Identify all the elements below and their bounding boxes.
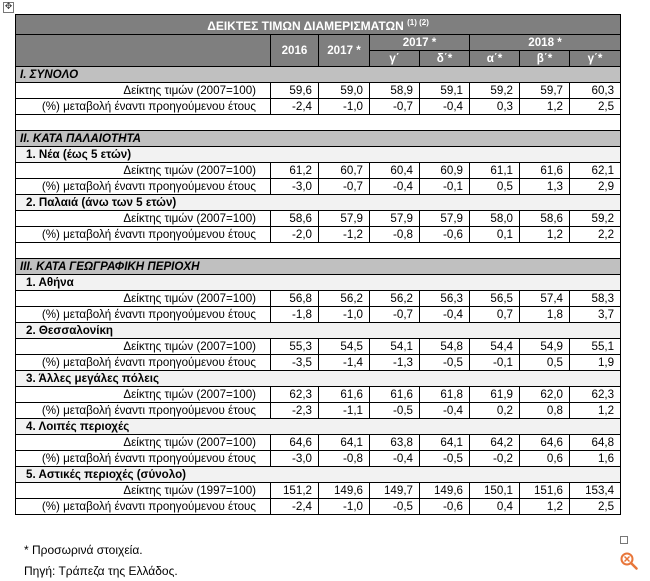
header-quarter: γ΄* — [570, 51, 621, 67]
table-resize-handle-icon[interactable] — [620, 536, 628, 544]
row-label: Δείκτης τιμών (2007=100) — [16, 339, 271, 355]
value-cell: -1,0 — [319, 499, 370, 515]
table-row — [16, 99, 621, 115]
footnote-provisional: * Προσωρινά στοιχεία. — [24, 543, 143, 557]
subsection-row — [16, 275, 621, 291]
value-cell: -0,6 — [420, 499, 470, 515]
subsection-row — [16, 147, 621, 163]
value-cell: -0,4 — [420, 307, 470, 323]
value-cell: 62,1 — [570, 163, 621, 179]
value-cell: 59,2 — [470, 83, 520, 99]
value-cell: 1,2 — [520, 99, 570, 115]
value-cell: -1,0 — [319, 307, 370, 323]
value-cell: 56,8 — [271, 291, 319, 307]
section-title: II. ΚΑΤΑ ΠΑΛΑΙΟΤΗΤΑ — [16, 131, 621, 147]
value-cell: 0,5 — [520, 355, 570, 371]
value-cell: -0,7 — [319, 179, 370, 195]
value-cell: 61,6 — [520, 163, 570, 179]
value-cell: 61,6 — [319, 387, 370, 403]
value-cell: 54,5 — [319, 339, 370, 355]
title-footnote-refs: (1) (2) — [407, 18, 429, 27]
value-cell: 1,2 — [520, 227, 570, 243]
table-row — [16, 163, 621, 179]
value-cell: -2,3 — [271, 403, 319, 419]
value-cell: 1,2 — [570, 403, 621, 419]
value-cell: -0,1 — [420, 179, 470, 195]
row-label: Δείκτης τιμών (2007=100) — [16, 211, 271, 227]
value-cell: 151,6 — [520, 483, 570, 499]
value-cell: 151,2 — [271, 483, 319, 499]
section-row — [16, 67, 621, 83]
value-cell: -3,0 — [271, 451, 319, 467]
subsection-row — [16, 467, 621, 483]
value-cell: -0,5 — [370, 499, 420, 515]
value-cell: 0,1 — [470, 227, 520, 243]
value-cell: 54,4 — [470, 339, 520, 355]
value-cell: -0,8 — [370, 227, 420, 243]
value-cell: 59,1 — [420, 83, 470, 99]
header-empty-cell — [16, 35, 271, 67]
header-quarter: δ΄* — [420, 51, 470, 67]
row-label: Δείκτης τιμών (2007=100) — [16, 291, 271, 307]
value-cell: 153,4 — [570, 483, 621, 499]
subsection-title: 3. Άλλες μεγάλες πόλεις — [16, 371, 621, 387]
table-row — [16, 291, 621, 307]
section-title: I. ΣΥΝΟΛΟ — [16, 67, 621, 83]
value-cell: 60,3 — [570, 83, 621, 99]
value-cell: 64,1 — [319, 435, 370, 451]
table-row — [16, 435, 621, 451]
value-cell: 0,6 — [520, 451, 570, 467]
value-cell: 64,8 — [570, 435, 621, 451]
value-cell: 62,0 — [520, 387, 570, 403]
row-label: Δείκτης τιμών (2007=100) — [16, 163, 271, 179]
value-cell: 0,3 — [470, 99, 520, 115]
subsection-title: 5. Αστικές περιοχές (σύνολο) — [16, 467, 621, 483]
row-label: Δείκτης τιμών (2007=100) — [16, 435, 271, 451]
value-cell: -1,8 — [271, 307, 319, 323]
table-row — [16, 483, 621, 499]
value-cell: -0,1 — [470, 355, 520, 371]
value-cell: 54,1 — [370, 339, 420, 355]
value-cell: 62,3 — [271, 387, 319, 403]
table-row — [16, 227, 621, 243]
spacer-row — [16, 243, 621, 259]
value-cell: 0,4 — [470, 499, 520, 515]
row-label: Δείκτης τιμών (2007=100) — [16, 387, 271, 403]
value-cell: 2,9 — [570, 179, 621, 195]
subsection-title: 2. Θεσσαλονίκη — [16, 323, 621, 339]
subsection-row — [16, 323, 621, 339]
value-cell: -3,0 — [271, 179, 319, 195]
subsection-row — [16, 371, 621, 387]
value-cell: 58,3 — [570, 291, 621, 307]
header-2016: 2016 — [271, 35, 319, 67]
header-2018-quarters: 2018 * — [470, 35, 621, 51]
value-cell: 0,2 — [470, 403, 520, 419]
value-cell: 64,6 — [520, 435, 570, 451]
header-row-years — [16, 35, 621, 51]
header-2017-quarters: 2017 * — [370, 35, 470, 51]
value-cell: -2,4 — [271, 499, 319, 515]
value-cell: -2,4 — [271, 99, 319, 115]
table-row — [16, 451, 621, 467]
value-cell: -0,4 — [420, 99, 470, 115]
header-quarter: γ΄ — [370, 51, 420, 67]
value-cell: 59,7 — [520, 83, 570, 99]
value-cell: -1,3 — [370, 355, 420, 371]
table-row — [16, 387, 621, 403]
row-label: (%) μεταβολή έναντι προηγούμενου έτους — [16, 179, 271, 195]
value-cell: 61,1 — [470, 163, 520, 179]
table-title: ΔΕΙΚΤΕΣ ΤΙΜΩΝ ΔΙΑΜΕΡΙΣΜΑΤΩΝ $^{(1) (2)}$ — [16, 15, 621, 35]
spacer-cell — [16, 243, 621, 259]
spacer-row — [16, 115, 621, 131]
table-row — [16, 307, 621, 323]
row-label: (%) μεταβολή έναντι προηγούμενου έτους — [16, 499, 271, 515]
value-cell: 1,6 — [570, 451, 621, 467]
value-cell: 57,9 — [319, 211, 370, 227]
value-cell: 61,2 — [271, 163, 319, 179]
subsection-title: 1. Αθήνα — [16, 275, 621, 291]
value-cell: 2,5 — [570, 99, 621, 115]
value-cell: 59,2 — [570, 211, 621, 227]
value-cell: 56,3 — [420, 291, 470, 307]
value-cell: 0,8 — [520, 403, 570, 419]
value-cell: 62,3 — [570, 387, 621, 403]
value-cell: 57,9 — [420, 211, 470, 227]
value-cell: 56,5 — [470, 291, 520, 307]
table-row — [16, 179, 621, 195]
table-move-handle-icon[interactable]: ✥ — [4, 2, 13, 12]
value-cell: 56,2 — [319, 291, 370, 307]
value-cell: 59,0 — [319, 83, 370, 99]
value-cell: 1,2 — [520, 499, 570, 515]
value-cell: 64,2 — [470, 435, 520, 451]
subsection-title: 2. Παλαιά (άνω των 5 ετών) — [16, 195, 621, 211]
value-cell: -1,2 — [319, 227, 370, 243]
value-cell: -0,5 — [420, 451, 470, 467]
table-row — [16, 403, 621, 419]
value-cell: 63,8 — [370, 435, 420, 451]
value-cell: -0,5 — [370, 403, 420, 419]
section-row — [16, 259, 621, 275]
value-cell: 2,2 — [570, 227, 621, 243]
value-cell: 54,8 — [420, 339, 470, 355]
row-label: (%) μεταβολή έναντι προηγούμενου έτους — [16, 99, 271, 115]
value-cell: 1,9 — [570, 355, 621, 371]
section-title: III. ΚΑΤΑ ΓΕΩΓΡΑΦΙΚΗ ΠΕΡΙΟΧΗ — [16, 259, 621, 275]
value-cell: 1,3 — [520, 179, 570, 195]
value-cell: 58,6 — [520, 211, 570, 227]
header-quarter: β΄* — [520, 51, 570, 67]
subsection-row — [16, 195, 621, 211]
value-cell: 56,2 — [370, 291, 420, 307]
table-title-row — [16, 15, 621, 35]
subsection-title: 1. Νέα (έως 5 ετών) — [16, 147, 621, 163]
value-cell: 2,5 — [570, 499, 621, 515]
value-cell: 3,7 — [570, 307, 621, 323]
section-row — [16, 131, 621, 147]
table-row — [16, 499, 621, 515]
value-cell: -0,4 — [370, 179, 420, 195]
row-label: (%) μεταβολή έναντι προηγούμενου έτους — [16, 307, 271, 323]
value-cell: 0,5 — [470, 179, 520, 195]
value-cell: 55,3 — [271, 339, 319, 355]
price-index-table — [15, 14, 621, 515]
value-cell: 149,6 — [420, 483, 470, 499]
value-cell: 149,7 — [370, 483, 420, 499]
row-label: (%) μεταβολή έναντι προηγούμενου έτους — [16, 451, 271, 467]
value-cell: -0,7 — [370, 307, 420, 323]
table-row — [16, 211, 621, 227]
value-cell: 150,1 — [470, 483, 520, 499]
subsection-row — [16, 419, 621, 435]
value-cell: 57,9 — [370, 211, 420, 227]
magnifier-icon[interactable] — [619, 551, 639, 571]
value-cell: 60,9 — [420, 163, 470, 179]
header-quarter: α΄* — [470, 51, 520, 67]
header-2017-annual: 2017 * — [319, 35, 370, 67]
value-cell: -2,0 — [271, 227, 319, 243]
row-label: (%) μεταβολή έναντι προηγούμενου έτους — [16, 227, 271, 243]
value-cell: -0,4 — [370, 451, 420, 467]
value-cell: 61,9 — [470, 387, 520, 403]
value-cell: 64,1 — [420, 435, 470, 451]
value-cell: 58,0 — [470, 211, 520, 227]
table-row — [16, 83, 621, 99]
value-cell: -0,4 — [420, 403, 470, 419]
value-cell: 60,7 — [319, 163, 370, 179]
value-cell: 59,6 — [271, 83, 319, 99]
value-cell: -0,6 — [420, 227, 470, 243]
value-cell: 58,6 — [271, 211, 319, 227]
value-cell: 61,8 — [420, 387, 470, 403]
value-cell: 60,4 — [370, 163, 420, 179]
value-cell: 149,6 — [319, 483, 370, 499]
subsection-title: 4. Λοιπές περιοχές — [16, 419, 621, 435]
value-cell: -0,7 — [370, 99, 420, 115]
value-cell: -1,1 — [319, 403, 370, 419]
table-row — [16, 339, 621, 355]
value-cell: -0,8 — [319, 451, 370, 467]
value-cell: 0,7 — [470, 307, 520, 323]
value-cell: 61,6 — [370, 387, 420, 403]
value-cell: 1,8 — [520, 307, 570, 323]
value-cell: 64,6 — [271, 435, 319, 451]
value-cell: 57,4 — [520, 291, 570, 307]
value-cell: 58,9 — [370, 83, 420, 99]
table-row — [16, 355, 621, 371]
value-cell: 55,1 — [570, 339, 621, 355]
row-label: (%) μεταβολή έναντι προηγούμενου έτους — [16, 355, 271, 371]
row-label: Δείκτης τιμών (2007=100) — [16, 83, 271, 99]
spacer-cell — [16, 115, 621, 131]
value-cell: -3,5 — [271, 355, 319, 371]
value-cell: -0,5 — [420, 355, 470, 371]
value-cell: -1,0 — [319, 99, 370, 115]
value-cell: -0,2 — [470, 451, 520, 467]
row-label: Δείκτης τιμών (1997=100) — [16, 483, 271, 499]
value-cell: 54,9 — [520, 339, 570, 355]
value-cell: -1,4 — [319, 355, 370, 371]
footnote-source: Πηγή: Τράπεζα της Ελλάδος. — [24, 564, 178, 578]
row-label: (%) μεταβολή έναντι προηγούμενου έτους — [16, 403, 271, 419]
